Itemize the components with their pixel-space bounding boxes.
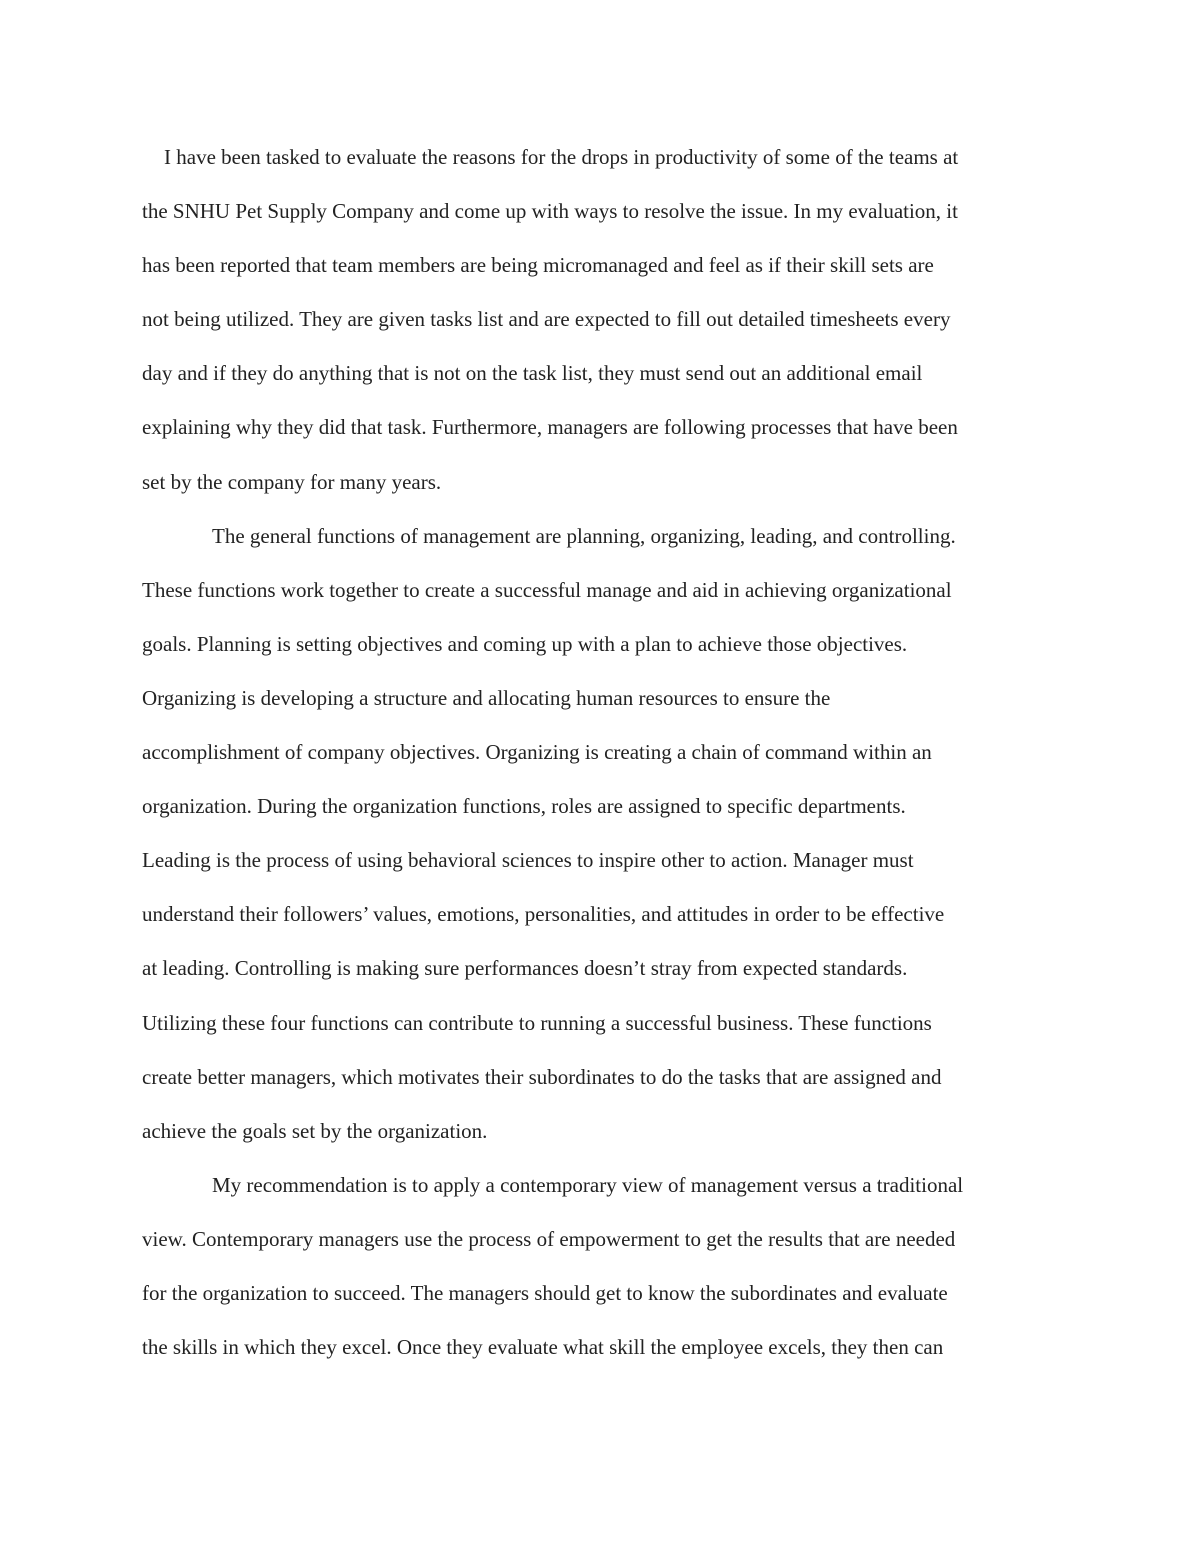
document-body [142,130,1060,1374]
text-line: The general functions of management are planning, organizing, leading, and controlling. [212,523,956,548]
text-line: explaining why they did that task. Furthermore, managers are following processes that have been [142,415,958,440]
text-line: accomplishment of company objectives. Organizing is creating a chain of command within an [142,740,932,765]
text-line: achieve the goals set by the organization. [142,1118,488,1143]
text-line: Organizing is developing a structure and allocating human resources to ensure the [142,685,831,710]
text-line: My recommendation is to apply a contemporary view of management versus a traditional [212,1172,964,1197]
paragraph-1 [142,130,1060,509]
text-line: view. Contemporary managers use the process of empowerment to get the results that are needed [142,1226,956,1251]
text-line: at leading. Controlling is making sure performances doesn’t stray from expected standards. [142,956,908,981]
text-line: These functions work together to create a successful manage and aid in achieving organizational [142,577,952,602]
paragraph-2 [142,509,1060,1158]
text-line: Leading is the process of using behavioral sciences to inspire other to action. Manager must [142,848,914,873]
text-line: not being utilized. They are given tasks list and are expected to fill out detailed timesheets every [142,307,951,332]
text-line: I have been tasked to evaluate the reasons for the drops in productivity of some of the teams at [164,145,959,169]
text-line: has been reported that team members are being micromanaged and feel as if their skill sets are [142,253,934,278]
text-line: organization. During the organization functions, roles are assigned to specific departments. [142,794,906,819]
text-line: create better managers, which motivates their subordinates to do the tasks that are assigned and [142,1064,942,1089]
text-line: understand their followers’ values, emotions, personalities, and attitudes in order to be effective [142,902,945,927]
text-line: day and if they do anything that is not on the task list, they must send out an additional email [142,361,923,386]
text-line: Utilizing these four functions can contribute to running a successful business. These functions [142,1010,932,1035]
text-line: for the organization to succeed. The managers should get to know the subordinates and evaluate [142,1280,948,1305]
text-line: set by the company for many years. [142,469,442,494]
text-line: the skills in which they excel. Once they evaluate what skill the employee excels, they then can [142,1335,944,1360]
text-line: goals. Planning is setting objectives and coming up with a plan to achieve those objectives. [142,631,908,656]
paragraph-3 [142,1158,1060,1374]
text-line: the SNHU Pet Supply Company and come up with ways to resolve the issue. In my evaluation, it [142,199,958,224]
